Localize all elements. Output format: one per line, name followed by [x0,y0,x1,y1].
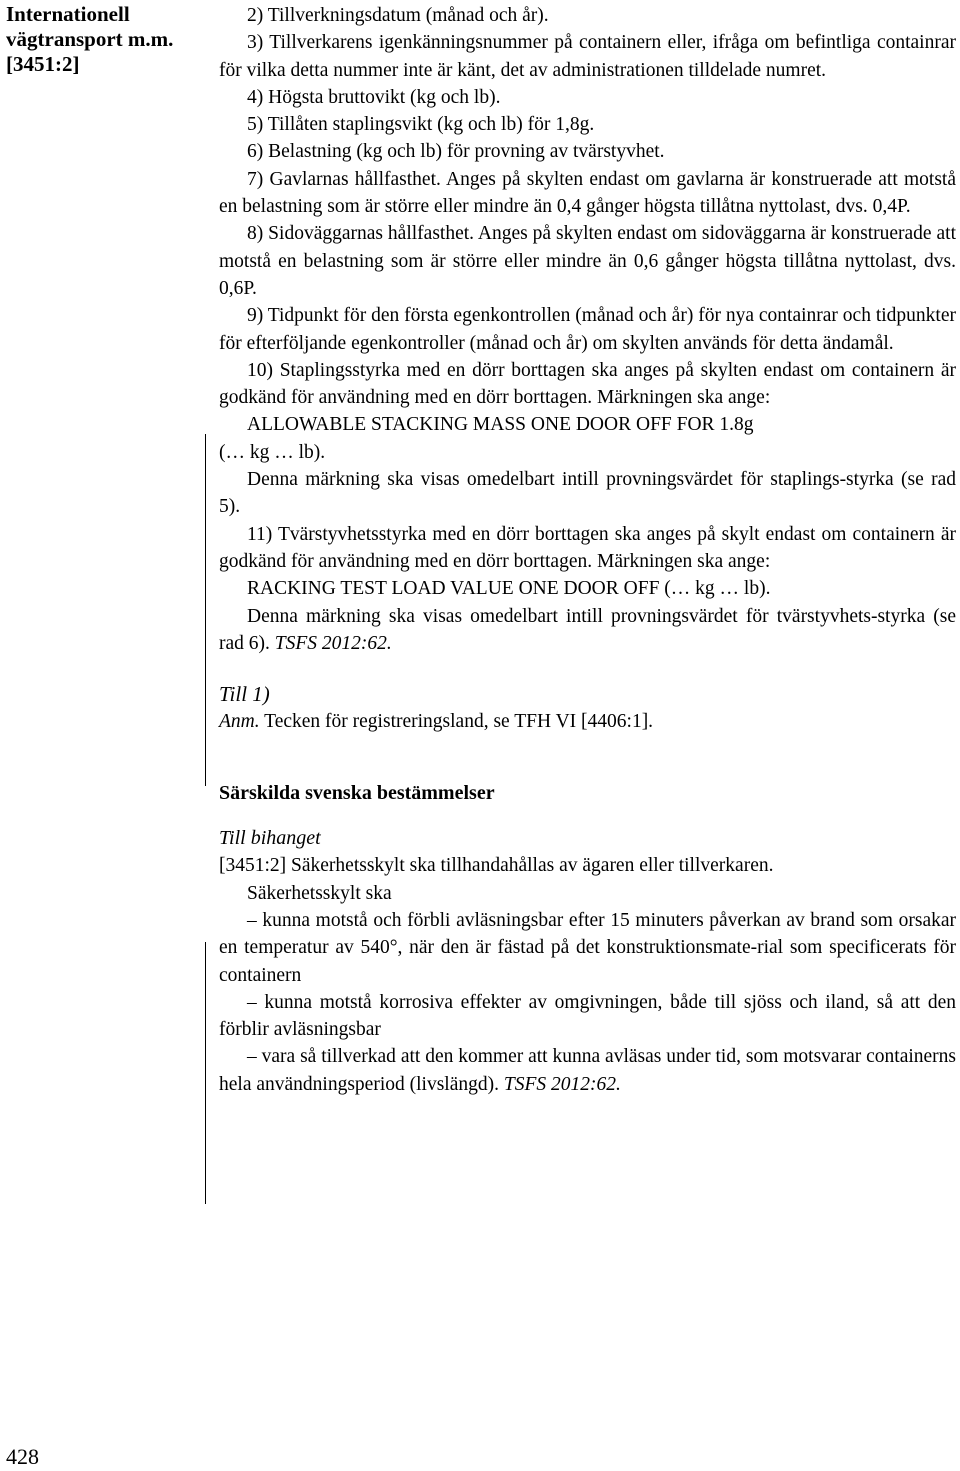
header-section-ref: [3451:2] [6,52,80,76]
page-number: 428 [6,1444,39,1469]
item-11-reference: TSFS 2012:62. [274,632,392,654]
item-10: 10) Staplingsstyrka med en dörr borttagen ska anges på skylten endast om containern är godkänd för användning med en dörr borttagen. Märkningen ska ange: [219,359,956,409]
requirement-lifetime [219,1043,956,1098]
item-7: 7) Gavlarnas hållfasthet. Anges på skylten endast om gavlarna är konstruerade att motstå en belastning som är större eller mindre än 0,4 gånger högsta tillåtna nyttolast, dvs. 0,4P. [219,168,956,218]
header-line-1: Internationell [6,2,130,26]
item-11-note-text: Denna märkning ska visas omedelbart intill provningsvärdet för tvärstyvhets-styrka (se rad 6). [219,605,956,654]
anm-text: Tecken för registreringsland, se TFH VI [4406:1]. [264,711,654,733]
running-header [6,2,206,77]
change-bar-1 [205,434,206,786]
safety-plate-requirements: Säkerhetsskylt ska [247,882,392,904]
item-5: 5) Tillåten staplingsvikt (kg och lb) för 1,8g. [247,114,595,136]
item-11-marking: RACKING TEST LOAD VALUE ONE DOOR OFF (… kg … lb). [247,578,771,600]
item-9: 9) Tidpunkt för den första egenkontrollen (månad och år) för nya containrar och tidpunkter för efterföljande egenkontroller (månad och år) om skylten används för detta ändamål. [219,305,956,354]
requirement-fire: – kunna motstå och förbli avläsningsbar efter 15 minuters påverkan av brand som orsakar en temperatur av 540°, när den är fästad på det konstruktionsmate-rial som specificerats för containern [219,909,956,986]
item-2: 2) Tillverkningsdatum (månad och år). [247,5,549,26]
item-11: 11) Tvärstyvhetsstyrka med en dörr borttagen ska anges på skylt endast om containern är godkänd för användning med en dörr borttagen. Märkningen ska ange: [219,523,956,572]
item-10-marking-b: (… kg … lb). [219,441,326,463]
item-11-note [219,603,956,658]
header-line-2: vägtransport m.m. [6,27,174,51]
main-text [219,2,956,1098]
item-8: 8) Sidoväggarnas hållfasthet. Anges på skylten endast om sidoväggarna är konstruerade att motstå en belastning som är större eller mindre än 0,6 gånger högsta tillåtna nyttolast, dvs. 0,6P. [219,223,956,299]
till-1-heading: Till 1) [219,682,270,707]
till-bihanget-heading: Till bihanget [219,827,321,850]
item-4: 4) Högsta bruttovikt (kg och lb). [247,86,501,108]
requirement-lifetime-reference: TSFS 2012:62. [503,1073,621,1095]
item-3: 3) Tillverkarens igenkänningsnummer på containern eller, ifråga om befintliga containrar för vilka detta nummer inte är känt, det av administrationen tilldelade numret. [219,32,956,81]
item-6: 6) Belastning (kg och lb) för provning av tvärstyvhet. [247,141,665,163]
requirement-corrosion: – kunna motstå korrosiva effekter av omgivningen, både till sjöss och iland, så att den förblir avläsningsbar [219,991,956,1041]
safety-plate-intro: [3451:2] Säkerhetsskylt ska tillhandahållas av ägaren eller tillverkaren. [219,855,774,877]
item-10-marking-a: ALLOWABLE STACKING MASS ONE DOOR OFF FOR 1.8g [247,414,754,436]
anm-label: Anm. [219,711,260,733]
swedish-rules-heading: Särskilda svenska bestämmelser [219,781,495,804]
till-1-note [219,708,956,735]
change-bar-2 [205,942,206,1204]
item-10-note: Denna märkning ska visas omedelbart intill provningsvärdet för staplings-styrka (se rad 5). [219,469,956,518]
requirement-lifetime-text: – vara så tillverkad att den kommer att kunna avläsas under tid, som motsvarar containerns hela användningsperiod (livslängd). [219,1046,956,1095]
